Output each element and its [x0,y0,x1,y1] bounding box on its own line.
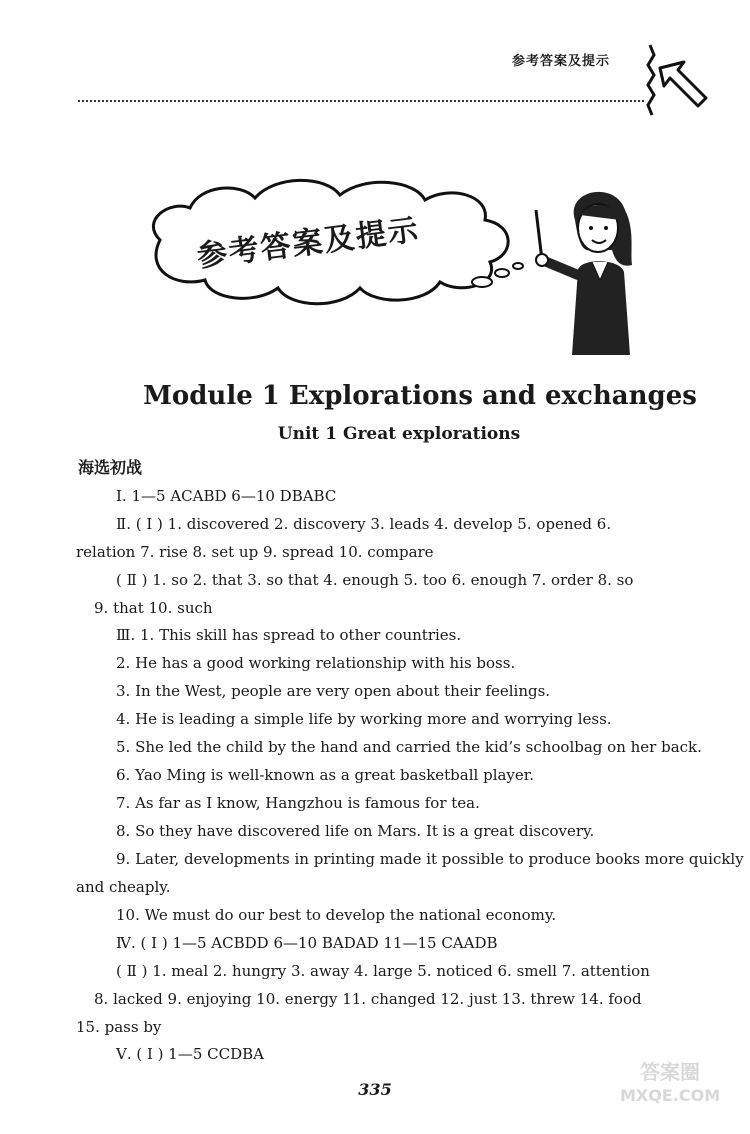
watermark-line1: 答案圈 [640,1060,701,1084]
answer-line: 4. He is leading a simple life by working more and worrying less. [116,710,612,728]
answer-line: Ⅴ. ( Ⅰ ) 1—5 CCDBA [116,1045,264,1063]
arrow-up-left-icon [640,40,715,120]
page-number: 335 [358,1080,392,1099]
answer-line: and cheaply. [76,878,171,896]
answer-line: 15. pass by [76,1018,162,1036]
answer-line: 2. He has a good working relationship with his boss. [116,654,516,672]
answer-line: Ⅰ. 1—5 ACABD 6—10 DBABC [116,487,337,505]
answer-line: 3. In the West, people are very open about their feelings. [116,682,551,700]
answer-line: 9. Later, developments in printing made it possible to produce books more quickly [116,850,744,868]
answer-line: 5. She led the child by the hand and carried the kid’s schoolbag on her back. [116,738,702,756]
watermark-line2: MXQE.COM [620,1086,721,1105]
answer-line: 7. As far as I know, Hangzhou is famous for tea. [116,794,480,812]
answer-line: ( Ⅱ ) 1. so 2. that 3. so that 4. enough 5. too 6. enough 7. order 8. so [116,571,634,589]
watermark [620,1060,720,1108]
answer-line: 10. We must do our best to develop the national economy. [116,906,557,924]
answer-line: 6. Yao Ming is well-known as a great basketball player. [116,766,535,784]
teacher-illustration [520,180,650,370]
answer-line: 8. lacked 9. enjoying 10. energy 11. changed 12. just 13. threw 14. food [94,990,642,1008]
answer-line: relation 7. rise 8. set up 9. spread 10. compare [76,543,434,561]
answer-line: 8. So they have discovered life on Mars. It is a great discovery. [116,822,595,840]
unit-title: Unit 1 Great explorations [277,424,521,444]
answer-line: Ⅳ. ( Ⅰ ) 1—5 ACBDD 6—10 BADAD 11—15 CAADB [116,934,498,952]
module-title: Module 1 Explorations and exchanges [143,381,697,411]
answer-line: Ⅲ. 1. This skill has spread to other countries. [116,626,462,644]
answer-line: 9. that 10. such [94,599,213,617]
answer-line: ( Ⅱ ) 1. meal 2. hungry 3. away 4. large 5. noticed 6. smell 7. attention [116,962,650,980]
running-header-title: 参考答案及提示 [512,54,611,69]
section-title: 海选初战 [78,458,143,477]
banner-title: 参考答案及提示 [195,212,422,275]
answer-line: Ⅱ. ( Ⅰ ) 1. discovered 2. discovery 3. leads 4. develop 5. opened 6. [116,515,612,533]
header-divider [78,100,644,102]
